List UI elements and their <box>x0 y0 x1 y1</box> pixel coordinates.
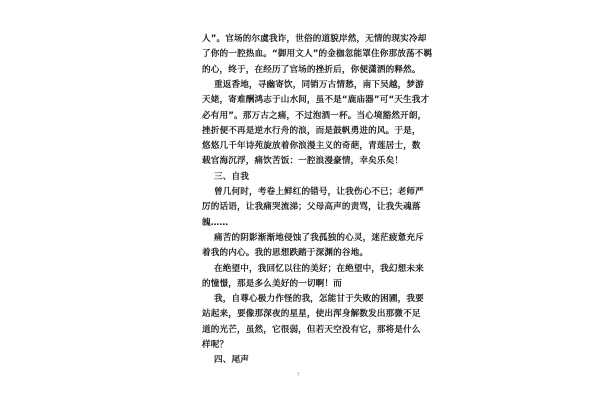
paragraph-line: 挫折便不再是逆水行舟的浪，而是鼓帆勇进的风。于是， <box>202 125 421 136</box>
paragraph-line: 悠悠几千年诗苑旋放着你浪漫主义的奇葩，青莲居士，数 <box>202 141 421 152</box>
paragraph-line: 道的光芒，虽然，它很弱，但若天空没有它，那将是什么 <box>202 324 421 335</box>
paragraph-line: 重返香地，寻幽寄饮，同销万古情愁，南下吴越，梦游 <box>214 79 424 90</box>
paragraph-line: 厉的话语，让我痛哭流涕；父母高声的责骂，让我失魂落 <box>202 202 421 213</box>
paragraph-line: 痛苦的阴影渐渐地侵蚀了我孤独的心灵，迷茫疲惫充斥 <box>214 232 424 243</box>
paragraph-line: 天姥，寄难酬鸿志于山水间，虽不是“鹿庙器”可“天生我才 <box>202 95 430 106</box>
section-heading: 三、自我 <box>214 171 249 182</box>
paragraph-line: 我，自尊心极力作怪的我，怎能甘于失败的困圃，我要 <box>214 294 424 305</box>
page-number: 7 <box>297 372 300 377</box>
paragraph-line: 人”。官场的尔虞我诈，世俗的道貌岸然，无情的现实冷却 <box>202 34 427 44</box>
paragraph-line: 曾几何时，考卷上鲜红的错号，让我伤心不已；老师严 <box>214 187 424 197</box>
section-heading: 四、尾声 <box>214 355 249 366</box>
paragraph-line: 的憧憬，那是多么美好的一切啊！而 <box>202 278 342 289</box>
paragraph-line: 魄…… <box>202 217 229 228</box>
paragraph-line: 了你的一腔热血。“御用文人”的金枷忽能罩住你那放荡不羁 <box>202 49 433 60</box>
paragraph-line: 必有用”。那万古之痛，不过泡酒一杯。当心境豁然开朗， <box>202 110 427 121</box>
paragraph-line: 样呢？ <box>202 340 229 350</box>
paragraph-line: 在绝望中，我回忆以往的美好；在绝望中，我幻想未来 <box>214 263 424 274</box>
paragraph-line: 站起来，要像那深夜的星星，使出浑身解数发出那微不足 <box>202 309 421 320</box>
paragraph-line: 着我的内心。我的思想跌踏于深渊的谷地。 <box>202 248 369 259</box>
paragraph-line: 载官海沉浮，痛饮苦饭：一腔浪漫豪情，幸矣乐矣！ <box>202 156 404 167</box>
paragraph-line: 的心，终于，在经历了官场的挫折后，你便潇洒的释然。 <box>202 64 421 75</box>
